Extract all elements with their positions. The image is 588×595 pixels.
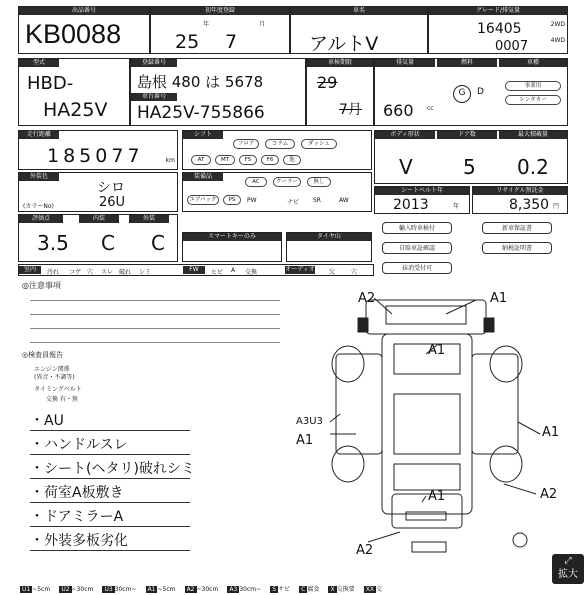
- legend-item: A1 ~5cm: [147, 586, 176, 593]
- fw-label: FW: [183, 266, 205, 274]
- wheel-front-right: [490, 446, 522, 482]
- equip-pw: PW: [247, 197, 257, 204]
- report-line-6: ・外装多板劣化: [30, 533, 128, 549]
- registration-box: [130, 58, 306, 126]
- legend-item: A2 ~30cm: [186, 586, 219, 593]
- report-line-1: ・AU: [30, 413, 64, 429]
- trans-f5: F5: [239, 155, 257, 165]
- shift-box: [182, 130, 372, 170]
- legend-item: XX 交: [365, 586, 382, 593]
- equip-ps: PS: [223, 195, 241, 205]
- chassis-label: 車台番号: [131, 93, 177, 101]
- doors-label: ドア数: [437, 131, 497, 139]
- mileage-label: 走行距離: [19, 131, 59, 139]
- body-label: ボディ形状: [375, 131, 435, 139]
- inspector-title: ◎検査員報告: [22, 351, 64, 359]
- note-line: [30, 314, 280, 315]
- legend-item: U2 ~30cm: [61, 586, 94, 593]
- model-label: 車名: [291, 7, 427, 15]
- report-rule: [30, 502, 190, 503]
- recycle-unit: 円: [553, 203, 560, 210]
- damage-label: A2: [356, 543, 374, 558]
- grade-sub: 0007: [495, 39, 529, 54]
- zoom-button[interactable]: [552, 554, 584, 584]
- recycle-box: [472, 186, 568, 214]
- rear-bumper-outline: [366, 300, 486, 334]
- first-registration-box: [150, 6, 290, 54]
- smart-key-label: スマートキーのみ: [183, 233, 281, 241]
- interior-dirt: 汚れ: [47, 269, 60, 276]
- report-line-4: ・荷室A板敷き: [30, 485, 124, 501]
- shift-label: シフト: [183, 131, 223, 139]
- fw-a: A: [231, 267, 236, 274]
- left-side-outline: [336, 354, 382, 454]
- lot-number: KB0088: [25, 19, 122, 49]
- year-value: 25: [175, 31, 200, 53]
- color-code-value: 26U: [99, 195, 126, 210]
- fw-crack: ヒビ: [211, 269, 224, 276]
- engine-sub: (異音・不調等): [34, 374, 75, 381]
- wheel-rear-left: [332, 346, 364, 382]
- color-value: シロ: [97, 180, 125, 196]
- roof-outline: [394, 344, 460, 374]
- body-value: V: [399, 155, 413, 179]
- seatbelt-value: 2013: [393, 197, 429, 213]
- hood-outline: [394, 464, 460, 490]
- report-line-3: ・シート(ヘタリ)破れシミ: [30, 461, 195, 477]
- fuel-gasoline-circle: G: [453, 85, 471, 103]
- exterior-label: 外装: [129, 215, 169, 223]
- model-value: アルトV: [309, 33, 379, 55]
- note-line: [30, 300, 280, 301]
- type-label: 型式: [19, 59, 59, 67]
- trans-mt: MT: [215, 155, 235, 165]
- interior-burn: コゲ: [69, 269, 82, 276]
- report-rule: [30, 430, 190, 431]
- shift-dash: ダッシュ: [301, 139, 337, 149]
- audio-missing: 欠: [329, 269, 336, 276]
- type-value-2: HA25V: [43, 99, 108, 121]
- spare-tire-circle: [513, 533, 527, 547]
- month-unit: 月: [259, 21, 266, 28]
- report-line-5: ・ドアミラーA: [30, 509, 124, 525]
- legend-item: U1 ~5cm: [22, 586, 51, 593]
- score-label: 評価点: [19, 215, 63, 223]
- model-box: [290, 6, 428, 54]
- audio-hole: 穴: [351, 269, 358, 276]
- interior-stain: シミ: [139, 269, 152, 276]
- type-value-1: HBD-: [27, 73, 74, 94]
- interior-strip-label: 室内: [19, 266, 41, 274]
- doc-insurance: 自賠車証確認: [382, 242, 452, 254]
- damage-label: A1: [490, 291, 508, 306]
- trans-f6: F6: [261, 155, 279, 165]
- report-rule: [30, 550, 190, 551]
- equipment-label: 装備品: [183, 173, 223, 181]
- inspection-box: [306, 58, 374, 126]
- lot-label: 出品番号: [19, 7, 149, 15]
- score-value: 3.5: [37, 231, 69, 255]
- damage-label: A3U3: [296, 416, 323, 427]
- body-box: [374, 130, 568, 184]
- month-value: 7: [225, 31, 238, 53]
- note-line: [30, 328, 280, 329]
- wheel-front-left: [332, 446, 364, 482]
- load-value: 0.2: [517, 155, 549, 179]
- color-label: 外装色: [19, 173, 59, 181]
- cabin-outline: [394, 394, 460, 454]
- equip-ac: AC: [245, 177, 267, 187]
- mileage-value: 185077: [47, 145, 144, 167]
- right-side-outline: [472, 354, 518, 454]
- usage-rental: レンタカー: [505, 95, 561, 105]
- report-rule: [30, 478, 190, 479]
- displacement-unit: cc: [427, 105, 434, 112]
- exterior-value: C: [151, 231, 165, 255]
- shift-floor: フロア: [233, 139, 259, 149]
- trans-other: 他: [283, 155, 301, 165]
- trans-at: AT: [191, 155, 211, 165]
- doc-warranty: 新車保証書: [482, 222, 552, 234]
- body-outline: [382, 334, 472, 514]
- interior-scuff: スレ: [101, 269, 114, 276]
- inspection-year: 29: [317, 73, 338, 92]
- condition-strip: [18, 264, 374, 276]
- equip-aw: AW: [339, 197, 349, 204]
- score-box: [18, 214, 178, 262]
- plate-outline: [412, 542, 446, 552]
- inspection-month: 7月: [339, 102, 362, 118]
- usage-label: 車種: [499, 59, 567, 67]
- color-box: [18, 172, 178, 212]
- zoom-label: 拡大: [558, 569, 578, 580]
- tire-box: [286, 232, 372, 262]
- color-code-label: (カラーNo): [23, 203, 54, 210]
- wheel-rear-right: [490, 346, 522, 382]
- damage-label: A2: [540, 487, 558, 502]
- equipment-box: [182, 172, 372, 212]
- grade-label: グレード/排気量: [429, 7, 567, 15]
- displacement-label: 排気量: [375, 59, 435, 67]
- fuel-label: 燃料: [437, 59, 497, 67]
- first-registration-label: 初年度登録: [151, 7, 289, 15]
- timing-sub: 交換 有・無: [46, 396, 78, 403]
- doc-deregister: 抹消受付可: [382, 262, 452, 274]
- doors-value: 5: [463, 155, 476, 179]
- equip-sr: SR: [313, 197, 321, 204]
- interior-label: 内装: [79, 215, 119, 223]
- equip-cooler: クーラー: [273, 177, 301, 187]
- lot-number-box: [18, 6, 150, 54]
- front-bumper-outline: [392, 494, 462, 528]
- mileage-box: [18, 130, 178, 170]
- load-label: 最大積載量: [499, 131, 567, 139]
- drive-2wd: 2WD: [550, 21, 565, 28]
- equip-navi: ナビ: [287, 199, 300, 206]
- seatbelt-unit: 年: [453, 203, 460, 210]
- tire-label: タイヤ山: [287, 233, 371, 241]
- recycle-value: 8,350: [509, 197, 550, 213]
- caution-title: ◎注意事項: [22, 281, 61, 290]
- drive-4wd: 4WD: [550, 37, 565, 44]
- fw-replace: 交換: [245, 269, 258, 276]
- damage-label: A1: [542, 425, 560, 440]
- engine-label: エンジン関係: [34, 366, 70, 373]
- rear-window-outline: [386, 306, 466, 324]
- interior-hole: 穴: [87, 269, 94, 276]
- seatbelt-label: シートベルト年: [375, 187, 469, 195]
- usage-business: 事業用: [505, 81, 561, 91]
- equip-airbag: エアバック: [187, 195, 219, 205]
- report-rule: [30, 454, 190, 455]
- vehicle-damage-diagram: [296, 284, 588, 566]
- note-line: [30, 342, 280, 343]
- engine-box: [374, 58, 568, 126]
- damage-label: A1: [296, 433, 314, 448]
- grade-box: [428, 6, 568, 54]
- legend-item: S サビ: [272, 586, 291, 593]
- damage-label: A1: [428, 489, 446, 504]
- zoom-icon: ⤢: [564, 556, 572, 566]
- legend-item: X 交換要: [330, 586, 355, 593]
- legend-item: C 腐食: [301, 586, 320, 593]
- registration-value: 島根 480 は 5678: [137, 73, 264, 91]
- recycle-label: リサイクル預託金: [473, 187, 567, 195]
- interior-value: C: [101, 231, 115, 255]
- front-grille-outline: [406, 512, 446, 520]
- mileage-unit: km: [165, 157, 175, 164]
- damage-label: A2: [358, 291, 376, 306]
- chassis-value: HA25V-755866: [137, 103, 265, 123]
- year-unit: 年: [203, 21, 210, 28]
- damage-label: A1: [428, 343, 446, 358]
- legend-item: U3 30cm~: [104, 586, 137, 593]
- shift-column: コラム: [265, 139, 295, 149]
- inspection-label: 車検期限: [307, 59, 373, 67]
- audio-label: オーディオ: [285, 266, 315, 273]
- grade-value: 16405: [477, 21, 522, 37]
- doc-import: 輸入時車検付: [382, 222, 452, 234]
- legend-item: A3 30cm~: [229, 586, 262, 593]
- smart-key-box: [182, 232, 282, 262]
- registration-label: 登録番号: [131, 59, 177, 67]
- seatbelt-box: [374, 186, 470, 214]
- report-line-2: ・ハンドルスレ: [30, 437, 128, 453]
- equip-none: 無し: [307, 177, 331, 187]
- interior-tear: 破れ: [119, 269, 132, 276]
- displacement-value: 660: [383, 101, 414, 120]
- doc-tax: 納税証明書: [482, 242, 552, 254]
- timing-label: タイミングベルト: [34, 386, 82, 393]
- legend-bar: [20, 576, 540, 593]
- type-box: [18, 58, 130, 126]
- report-rule: [30, 526, 190, 527]
- fuel-diesel: D: [477, 87, 484, 97]
